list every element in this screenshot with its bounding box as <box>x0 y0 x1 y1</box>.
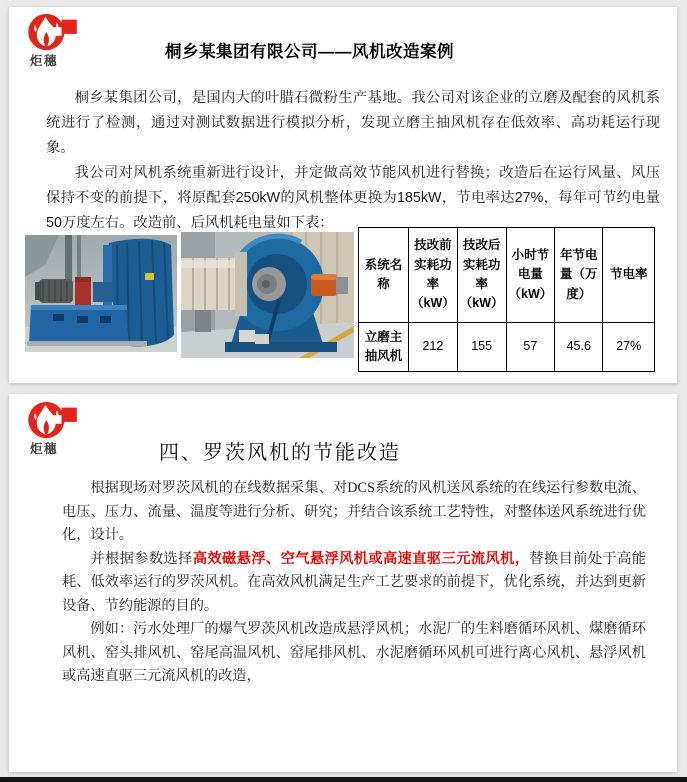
table-cell-power-after: 155 <box>457 323 506 372</box>
table-header-cell: 技改前实耗功率（kW） <box>409 228 458 323</box>
document-page-2 <box>9 394 677 772</box>
page2-section-title: 四、罗茨风机的节能改造 <box>159 442 401 464</box>
table-header-cell: 年节电量（万度） <box>555 228 603 323</box>
company-logo-text: 炬穗 <box>30 442 59 456</box>
table-cell-saving-rate: 27% <box>603 323 655 372</box>
table-header-cell: 系统名称 <box>359 228 409 323</box>
table-header-cell: 节电率 <box>603 228 655 323</box>
power-comparison-table <box>358 227 655 372</box>
company-logo-text: 炬穗 <box>30 54 59 68</box>
paragraph-2-prefix: 并根据参数选择 <box>90 550 193 567</box>
company-logo <box>27 12 97 69</box>
company-logo-icon <box>27 400 79 440</box>
page2-body <box>62 477 646 689</box>
company-logo <box>27 400 97 457</box>
table-cell-system-name: 立磨主抽风机 <box>359 323 409 372</box>
table-header-cell: 小时节电量（kW） <box>506 228 555 323</box>
page1-title: 桐乡某集团有限公司——风机改造案例 <box>165 43 454 61</box>
company-logo-icon <box>27 12 79 52</box>
table-cell-yearly-saving: 45.6 <box>555 323 603 372</box>
fan-photo-left <box>25 235 177 352</box>
table-header-row <box>359 228 655 323</box>
page1-body <box>46 86 660 236</box>
page2-paragraph-1: 根据现场对罗茨风机的在线数据采集、对DCS系统的风机送风系统的在线运行参数电流、电压、压力、流量、温度等进行分析、研究；并结合该系统工艺特性，对整体送风系统进行优化，设计。 <box>62 480 646 543</box>
table-row <box>359 323 655 372</box>
page2-paragraph-3: 例如：污水处理厂的爆气罗茨风机改造成悬浮风机；水泥厂的生料磨循环风机、煤磨循环风机、窑头排风机、窑尾高温风机、窑尾排风机、水泥磨循环风机可进行离心风机、悬浮风机或高速直驱三元流风机的改造， <box>62 621 646 684</box>
paragraph-2-suffix: 替换目前处于高能耗、低效率运行的罗茨风机。在高效风机满足生产工艺要求的前提下，优化系统，并达到更新设备、节约能源的目的。 <box>62 550 646 614</box>
table-header-cell: 技改后实耗功率（kW） <box>457 228 506 323</box>
page1-paragraph-1: 桐乡某集团公司，是国内大的叶腊石微粉生产基地。我公司对该企业的立磨及配套的风机系统进行了检测，通过对测试数据进行模拟分析，发现立磨主抽风机存在低效率、高功耗运行现象。 <box>46 90 660 156</box>
table-cell-hourly-saving: 57 <box>506 323 555 372</box>
window-bottom-edge <box>0 777 687 782</box>
document-page-1 <box>9 7 677 383</box>
page2-paragraph-2 <box>62 548 646 619</box>
page1-paragraph-2: 我公司对风机系统重新进行设计，并定做高效节能风机进行替换；改造后在运行风量、风压保持不变的前提下，将原配套250kW的风机整体更换为185kW，节电率达27%，每年可节约电量50万度左右。改造前、后风机耗电量如下表： <box>46 165 660 231</box>
paragraph-2-red-emphasis: 高效磁悬浮、空气悬浮风机或高速直驱三元流风机， <box>192 550 530 567</box>
table-cell-power-before: 212 <box>409 323 458 372</box>
fan-photo-right <box>181 232 354 358</box>
